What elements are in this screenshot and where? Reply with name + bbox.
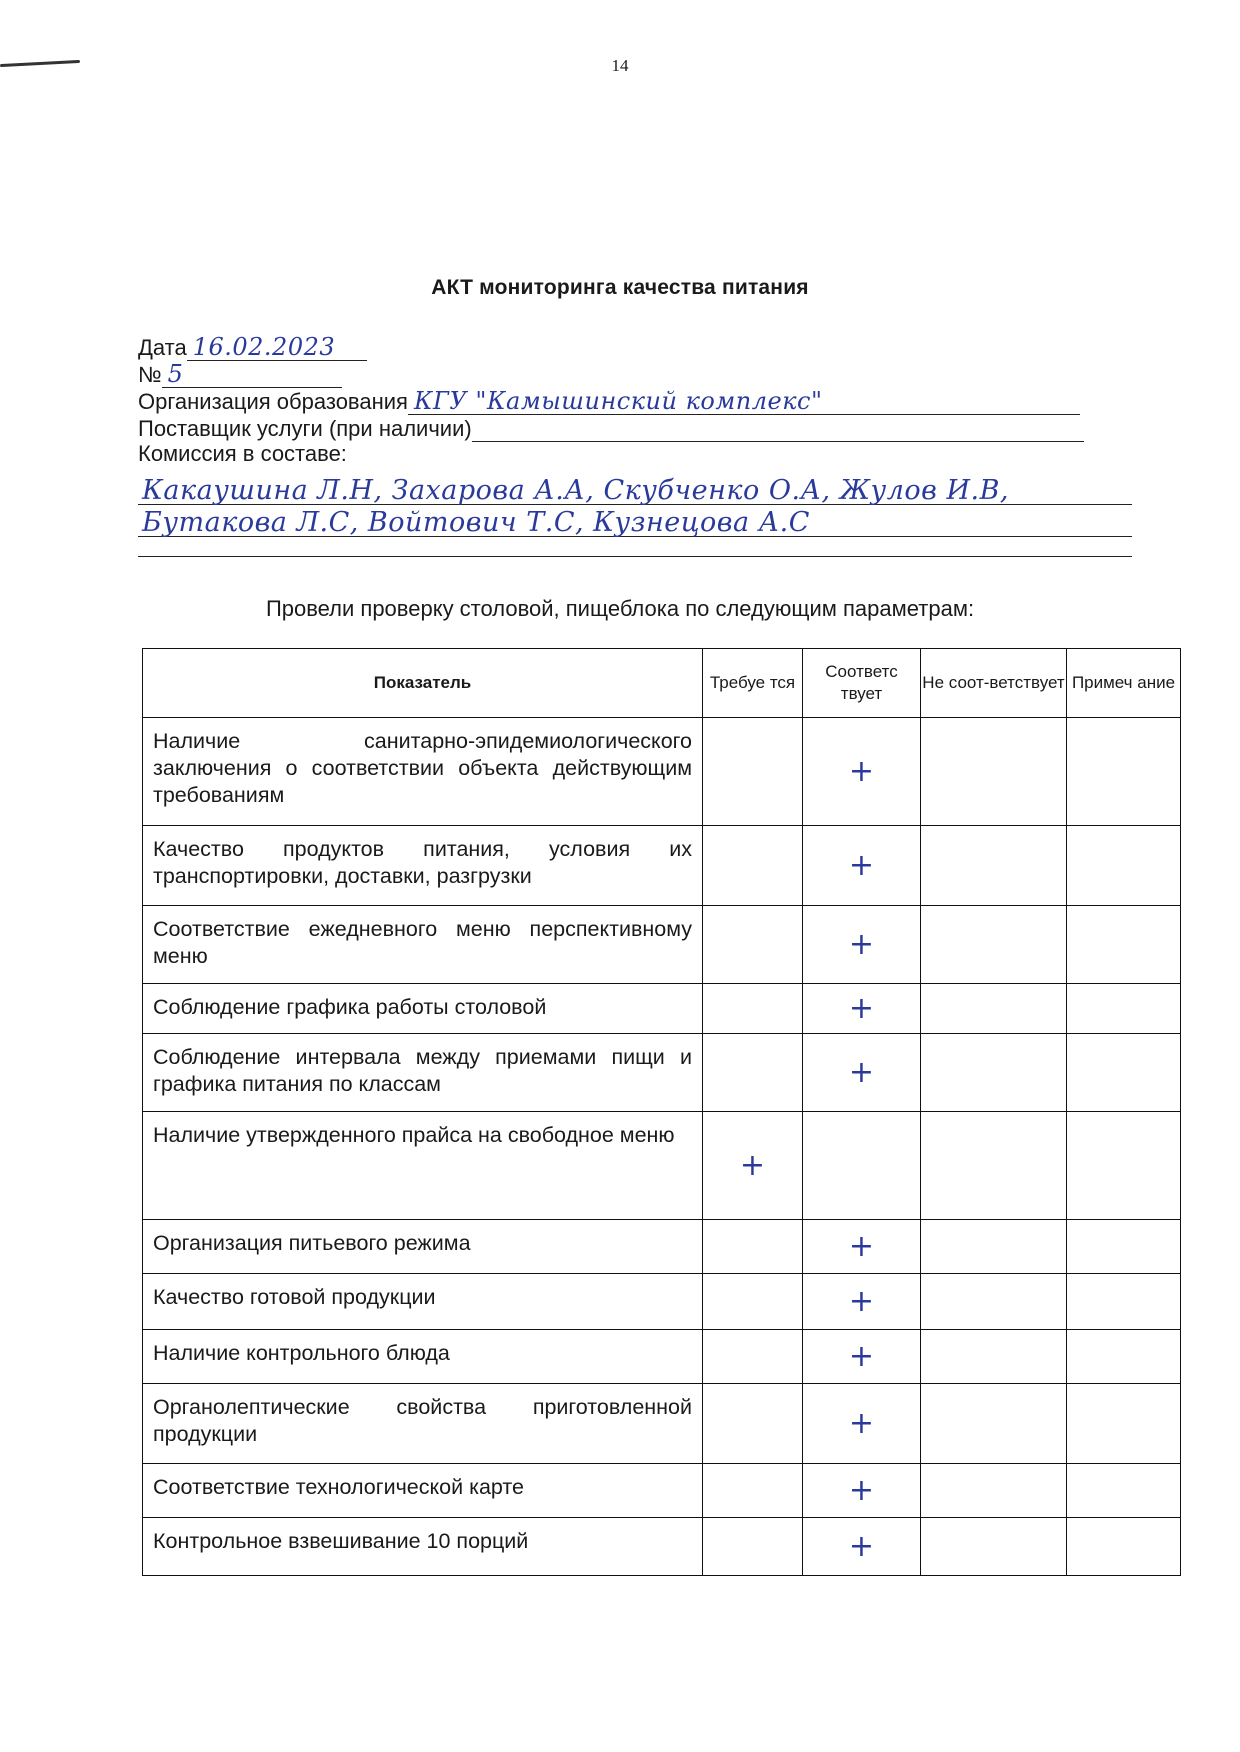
row-parameter: Соблюдение графика работы столовой [143,984,703,1034]
number-label: № [138,362,162,387]
row-not-complies [921,1464,1067,1518]
commission-members-2: Бутакова Л.С, Войтович Т.С, Кузнецова А.С [142,507,810,538]
row-complies: + [803,984,921,1034]
row-not-complies [921,1274,1067,1330]
row-parameter: Соответствие ежедневного меню перспективному меню [143,906,703,984]
row-not-complies [921,1330,1067,1384]
row-parameter: Наличие утвержденного прайса на свободное меню [143,1112,703,1220]
row-complies: + [803,906,921,984]
row-note [1067,1034,1181,1112]
row-not-complies [921,984,1067,1034]
row-parameter: Качество готовой продукции [143,1274,703,1330]
header-complies: Соответс твует [803,649,921,718]
table-row [143,718,1181,826]
row-note [1067,826,1181,906]
inspection-table [142,648,1181,1576]
row-note [1067,1220,1181,1274]
number-row [138,361,342,388]
commission-line-3 [138,526,1132,557]
row-parameter: Контрольное взвешивание 10 порций [143,1518,703,1576]
row-note [1067,906,1181,984]
number-value: 5 [167,360,184,388]
row-parameter: Наличие санитарно-эпидемиологического заключения о соответствии объекта действующим требованиям [143,718,703,826]
row-parameter: Организация питьевого режима [143,1220,703,1274]
row-parameter: Органолептические свойства приготовленной продукции [143,1384,703,1464]
row-note [1067,1384,1181,1464]
row-parameter: Качество продуктов питания, условия их транспортировки, доставки, разгрузки [143,826,703,906]
row-note [1067,1112,1181,1220]
commission-label: Комиссия в составе: [138,441,347,466]
row-not-complies [921,1518,1067,1576]
row-required [703,1330,803,1384]
header-required: Требуе тся [703,649,803,718]
row-complies: + [803,1330,921,1384]
header-not-complies: Не соот-ветствует [921,649,1067,718]
date-row [138,334,367,361]
row-not-complies [921,1112,1067,1220]
organization-field [408,388,1080,415]
row-not-complies [921,1384,1067,1464]
organization-value: КГУ "Камышинский комплекс" [413,387,823,415]
row-required [703,1034,803,1112]
header-parameter: Показатель [143,649,703,718]
organization-label: Организация образования [138,389,408,414]
row-required [703,1384,803,1464]
row-note [1067,1330,1181,1384]
commission-members-1: Какаушина Л.Н, Захарова А.А, Скубченко О.А, Жулов И.В, [142,475,1010,506]
row-parameter: Наличие контрольного блюда [143,1330,703,1384]
row-complies: + [803,718,921,826]
table-row [143,1330,1181,1384]
supplier-label: Поставщик услуги (при наличии) [138,416,472,441]
row-note [1067,1274,1181,1330]
table-row [143,1220,1181,1274]
date-label: Дата [138,335,187,360]
row-complies: + [803,1384,921,1464]
table-row [143,984,1181,1034]
organization-row [138,388,1080,415]
commission-line-1 [138,474,1132,505]
row-not-complies [921,826,1067,906]
row-note [1067,984,1181,1034]
row-complies: + [803,826,921,906]
row-parameter: Соблюдение интервала между приемами пищи и графика питания по классам [143,1034,703,1112]
document-title: АКТ мониторинга качества питания [431,276,809,299]
row-required [703,906,803,984]
row-complies: + [803,1464,921,1518]
supplier-field [472,415,1084,442]
row-complies: + [803,1274,921,1330]
row-required [703,1274,803,1330]
row-note [1067,1518,1181,1576]
table-row [143,1274,1181,1330]
table-row [143,826,1181,906]
row-parameter: Соответствие технологической карте [143,1464,703,1518]
number-field [162,361,342,388]
date-value: 16.02.2023 [192,333,336,361]
row-required [703,1518,803,1576]
table-row [143,1384,1181,1464]
supplier-row [138,415,1084,442]
row-note [1067,718,1181,826]
date-field [187,334,367,361]
intro-text: Провели проверку столовой, пищеблока по следующим параметрам: [265,596,975,621]
row-required [703,1464,803,1518]
table-row [143,1034,1181,1112]
table-row [143,906,1181,984]
table-row [143,1464,1181,1518]
row-required [703,984,803,1034]
row-note [1067,1464,1181,1518]
page-number: 14 [611,56,629,75]
table-row [143,1112,1181,1220]
row-required [703,826,803,906]
row-required [703,718,803,826]
row-not-complies [921,906,1067,984]
row-complies [803,1112,921,1220]
row-not-complies [921,1220,1067,1274]
row-not-complies [921,1034,1067,1112]
row-required: + [703,1112,803,1220]
row-not-complies [921,718,1067,826]
table-header-row [143,649,1181,718]
table-row [143,1518,1181,1576]
row-complies: + [803,1518,921,1576]
header-note: Примеч ание [1067,649,1181,718]
row-complies: + [803,1220,921,1274]
row-required [703,1220,803,1274]
row-complies: + [803,1034,921,1112]
